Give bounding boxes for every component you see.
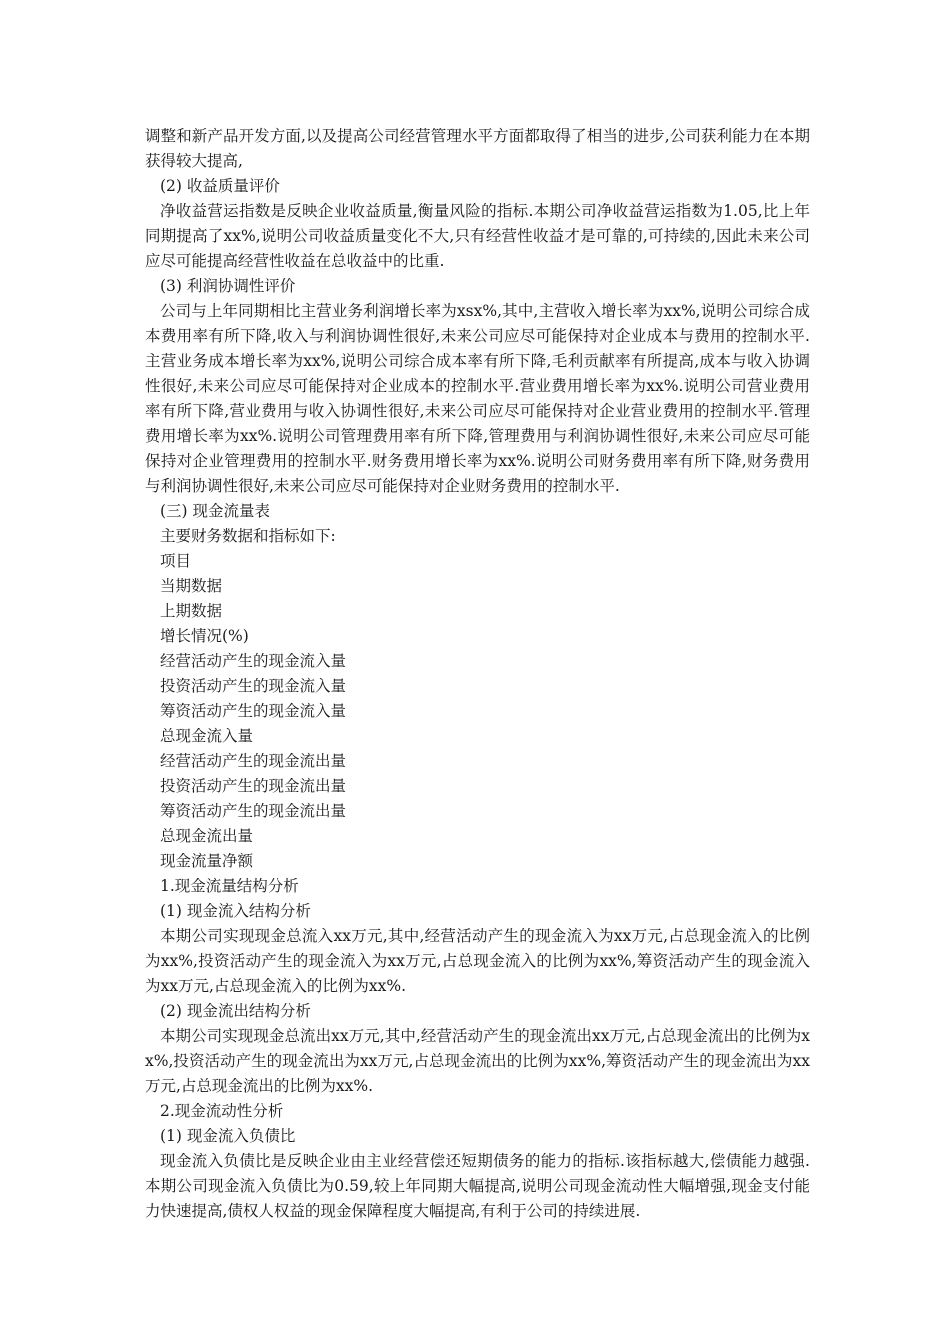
section-heading: (1) 现金流入负债比 — [160, 1127, 296, 1145]
paragraph: 本期公司实现现金总流入xx万元,其中,经营活动产生的现金流入为xx万元,占总现金流入的比例为xx%,投资活动产生的现金流入为xx万元,占总现金流入的比例为xx%,筹资活动产生的现金流入为xx万元,占总现金流入的比例为xx%. — [145, 927, 810, 995]
paragraph: 公司与上年同期相比主营业务利润增长率为xsx%,其中,主营收入增长率为xx%,说明公司综合成本费用率有所下降,收入与利润协调性很好,未来公司应尽可能保持对企业成本与费用的控制水平.主营业务成本增长率为xx%,说明公司综合成本率有所下降,毛利贡献率有所提高,成本与收入协调性很好,未来公司应尽可能保持对企业成本的控制水平.营业费用增长率为xx%.说明公司营业费用率有所下降,营业费用与收入协调性很好,未来公司应尽可能保持对企业营业费用的控制水平.管理费用增长率为xx%.说明公司管理费用率有所下降,管理费用与利润协调性很好,未来公司应尽可能保持对企业管理费用的控制水平.财务费用增长率为xx%.说明公司财务费用率有所下降,财务费用与利润协调性很好,未来公司应尽可能保持对企业财务费用的控制水平. — [145, 302, 810, 495]
paragraph: 本期公司实现现金总流出xx万元,其中,经营活动产生的现金流出xx万元,占总现金流出的比例为xx%,投资活动产生的现金流出为xx万元,占总现金流出的比例为xx%,筹资活动产生的现金流出为xx万元,占总现金流出的比例为xx%. — [145, 1027, 810, 1095]
table-item: 经营活动产生的现金流出量 — [160, 752, 347, 770]
paragraph: 调整和新产品开发方面,以及提高公司经营管理水平方面都取得了相当的进步,公司获利能力在本期获得较大提高, — [145, 127, 810, 170]
section-heading: (2) 现金流出结构分析 — [160, 1002, 311, 1020]
table-item: 上期数据 — [160, 602, 223, 620]
section-heading: (2) 收益质量评价 — [160, 177, 280, 195]
table-item: 投资活动产生的现金流出量 — [160, 777, 347, 795]
table-item: 筹资活动产生的现金流入量 — [160, 702, 347, 720]
table-item: 经营活动产生的现金流入量 — [160, 652, 347, 670]
section-heading: 1.现金流量结构分析 — [160, 877, 299, 895]
table-item: 当期数据 — [160, 577, 223, 595]
table-item: 筹资活动产生的现金流出量 — [160, 802, 347, 820]
table-item: 项目 — [160, 552, 192, 570]
section-heading: (3) 利润协调性评价 — [160, 277, 296, 295]
section-heading: (1) 现金流入结构分析 — [160, 902, 311, 920]
table-item: 总现金流出量 — [160, 827, 254, 845]
table-item: 投资活动产生的现金流入量 — [160, 677, 347, 695]
table-item: 总现金流入量 — [160, 727, 254, 745]
document-body — [145, 124, 810, 1224]
section-heading: 2.现金流动性分析 — [160, 1102, 284, 1120]
text-line: 主要财务数据和指标如下: — [160, 527, 336, 545]
paragraph: 现金流入负债比是反映企业由主业经营偿还短期债务的能力的指标.该指标越大,偿债能力越强.本期公司现金流入负债比为0.59,较上年同期大幅提高,说明公司现金流动性大幅增强,现金支付能力快速提高,债权人权益的现金保障程度大幅提高,有利于公司的持续进展. — [145, 1152, 810, 1220]
table-item: 增长情况(%) — [160, 627, 249, 645]
section-heading: (三) 现金流量表 — [160, 502, 271, 520]
table-item: 现金流量净额 — [160, 852, 254, 870]
paragraph: 净收益营运指数是反映企业收益质量,衡量风险的指标.本期公司净收益营运指数为1.05,比上年同期提高了xx%,说明公司收益质量变化不大,只有经营性收益才是可靠的,可持续的,因此未来公司应尽可能提高经营性收益在总收益中的比重. — [145, 202, 810, 270]
